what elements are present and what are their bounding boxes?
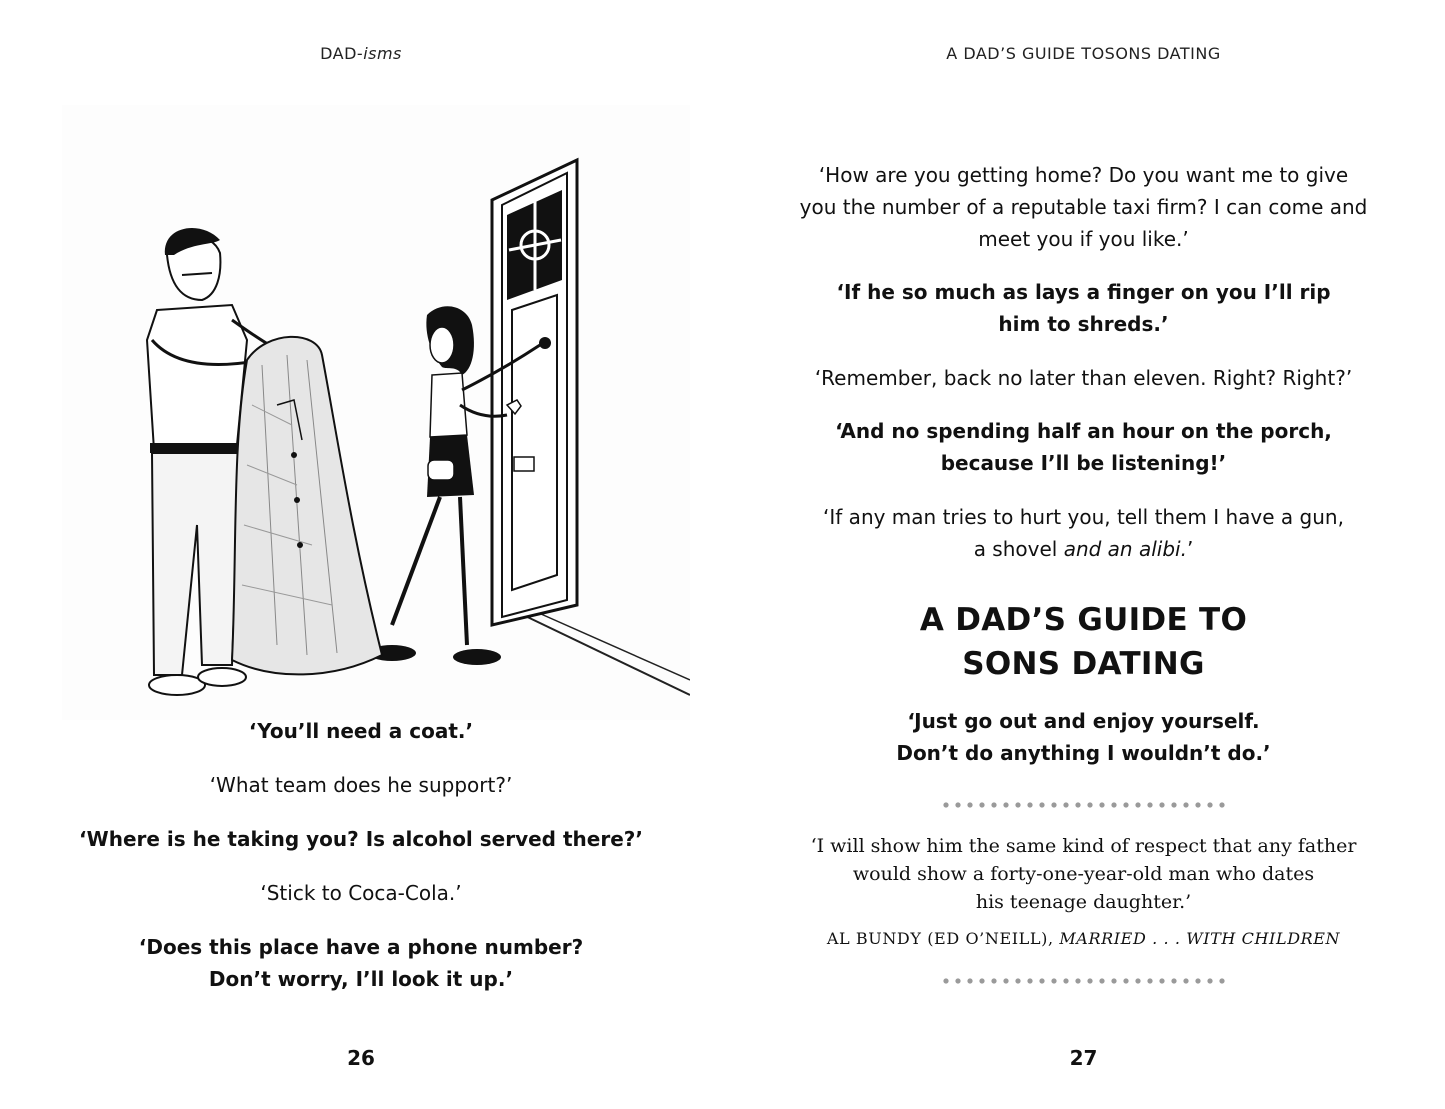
quote-gun-shovel-alibi — [722, 501, 1445, 565]
quote-rip-shreds — [722, 276, 1445, 340]
quote-enjoy-yourself — [722, 705, 1445, 769]
section-heading — [722, 598, 1445, 686]
attribution-source: MARRIED . . . WITH CHILDREN — [1059, 929, 1341, 948]
quote-line: ‘Does this place have a phone number? — [138, 935, 584, 959]
running-head-prefix: DAD- — [320, 44, 364, 63]
quote-emphasis: and an alibi. — [1063, 537, 1187, 561]
quote-attribution — [722, 929, 1445, 948]
quote-line: ‘I will show him the same kind of respect that any father — [810, 835, 1357, 857]
quote-getting-home — [722, 159, 1445, 255]
quote-line: Don’t do anything I wouldn’t do.’ — [896, 741, 1271, 765]
quote-line: you the number of a reputable taxi firm? I can come and — [799, 195, 1368, 219]
quote-line: him to shreds.’ — [998, 312, 1169, 336]
quote-line: Don’t worry, I’ll look it up.’ — [208, 967, 514, 991]
quote-need-coat — [0, 715, 722, 747]
quote-line: ‘And no spending half an hour on the porch, — [835, 419, 1332, 443]
quote-where-taking — [0, 823, 722, 855]
page-number-left: 26 — [347, 1046, 375, 1070]
page-number-right: 27 — [1069, 1046, 1098, 1070]
quote-team-support — [0, 769, 722, 801]
quote-line: ‘How are you getting home? Do you want me to give — [818, 163, 1349, 187]
attribution-name: AL BUNDY (ED O’NEILL), — [826, 929, 1060, 948]
dotted-divider-bottom — [940, 977, 1230, 985]
quote-text: ’ — [1186, 537, 1194, 561]
left-page — [0, 0, 722, 1109]
quote-line: ‘If any man tries to hurt you, tell them I have a gun, — [823, 505, 1344, 529]
heading-line: SONS DATING — [962, 646, 1205, 682]
dotted-divider-top — [940, 801, 1230, 809]
quote-line: would show a forty-one-year-old man who dates — [852, 863, 1315, 885]
quote-line: meet you if you like.’ — [978, 227, 1189, 251]
quote-line: ‘What team does he support?’ — [209, 773, 513, 797]
quote-porch — [722, 415, 1445, 479]
quote-phone-number — [0, 931, 722, 995]
quote-back-by-eleven — [722, 362, 1445, 394]
heading-line: A DAD’S GUIDE TO — [919, 602, 1248, 638]
cartoon-illustration — [62, 105, 690, 720]
quote-line: ‘Remember, back no later than eleven. Right? Right?’ — [814, 366, 1353, 390]
quote-line: ‘You’ll need a coat.’ — [248, 719, 474, 743]
quote-text: a shovel — [973, 537, 1064, 561]
quote-line: ‘Where is he taking you? Is alcohol served there?’ — [79, 827, 643, 851]
featured-quote — [722, 832, 1445, 916]
quote-line: his teenage daughter.’ — [975, 891, 1192, 913]
quote-line: ‘Stick to Coca-Cola.’ — [260, 881, 462, 905]
running-head-left — [0, 44, 722, 63]
quote-line: ‘If he so much as lays a finger on you I’ll rip — [836, 280, 1331, 304]
quote-line: ‘Just go out and enjoy yourself. — [907, 709, 1260, 733]
running-head-suffix: isms — [363, 44, 402, 63]
quote-coca-cola — [0, 877, 722, 909]
quote-line: because I’ll be listening!’ — [940, 451, 1227, 475]
running-head-right: A DAD’S GUIDE TOSONS DATING — [946, 44, 1221, 63]
quote-line — [722, 533, 1445, 565]
right-page — [722, 0, 1445, 1109]
